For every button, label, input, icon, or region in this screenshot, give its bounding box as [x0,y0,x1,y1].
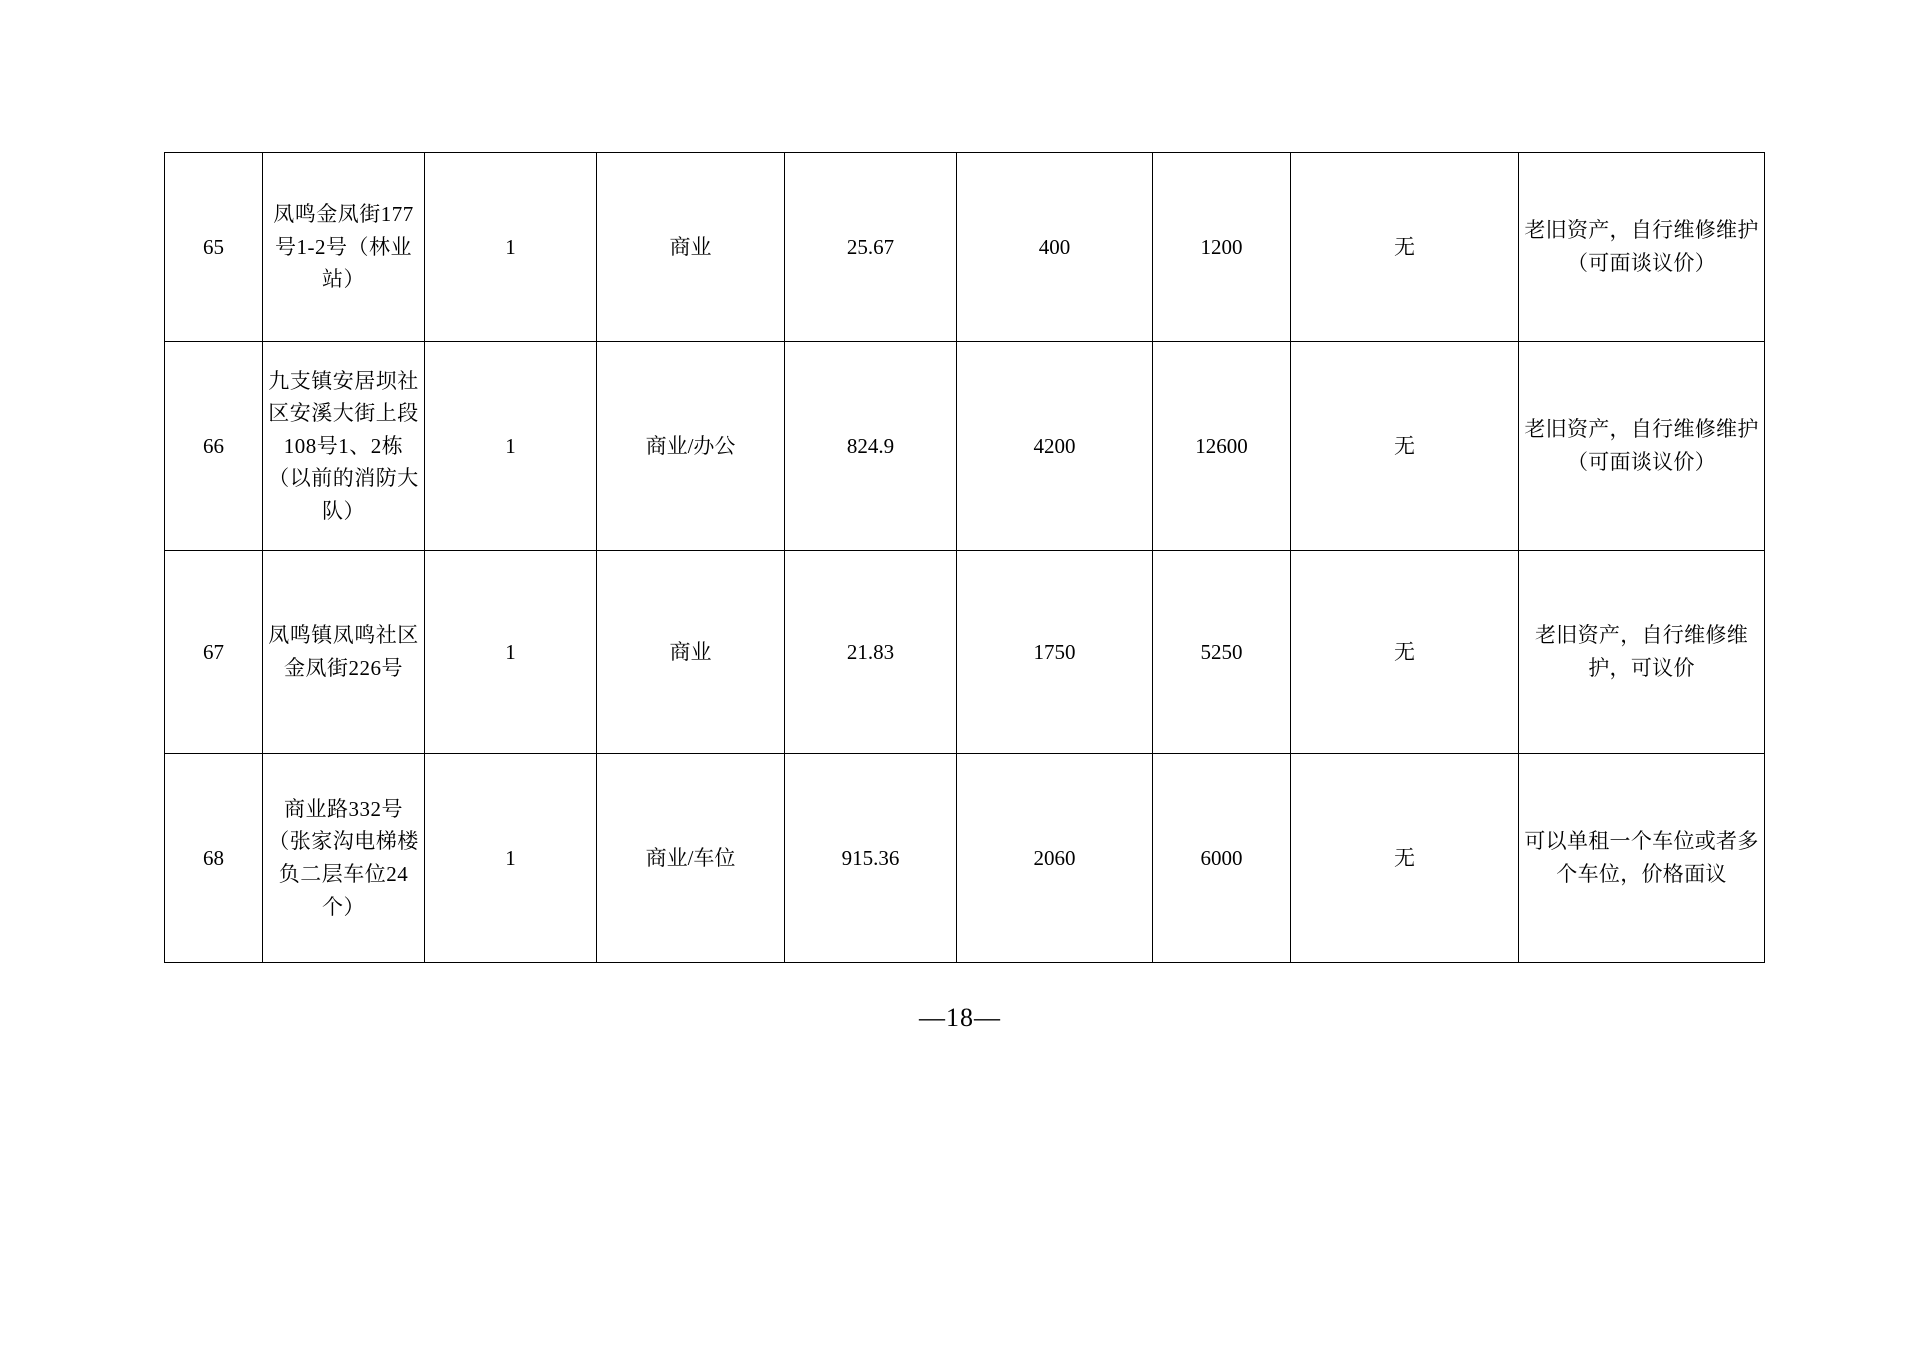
row-area: 824.9 [785,342,957,551]
row-price: 2060 [957,754,1153,963]
row-use: 商业/车位 [597,754,785,963]
row-quantity: 1 [425,754,597,963]
asset-table-container [164,152,1764,963]
row-area: 915.36 [785,754,957,963]
table-row [165,754,1765,963]
table-row [165,153,1765,342]
row-total: 6000 [1153,754,1291,963]
row-use: 商业/办公 [597,342,785,551]
row-number: 67 [165,551,263,754]
row-note: 无 [1291,153,1519,342]
row-note: 无 [1291,754,1519,963]
row-note: 无 [1291,551,1519,754]
row-area: 25.67 [785,153,957,342]
row-note: 无 [1291,342,1519,551]
row-price: 4200 [957,342,1153,551]
row-area: 21.83 [785,551,957,754]
row-address: 凤鸣镇凤鸣社区金凤街226号 [263,551,425,754]
row-use: 商业 [597,153,785,342]
row-number: 66 [165,342,263,551]
row-quantity: 1 [425,551,597,754]
row-total: 1200 [1153,153,1291,342]
row-total: 12600 [1153,342,1291,551]
table-row [165,342,1765,551]
page-number: —18— [919,1003,1001,1032]
table-row [165,551,1765,754]
row-remark: 可以单租一个车位或者多个车位，价格面议 [1519,754,1765,963]
asset-table [164,152,1765,963]
row-total: 5250 [1153,551,1291,754]
row-price: 1750 [957,551,1153,754]
row-price: 400 [957,153,1153,342]
row-remark: 老旧资产，自行维修维护（可面谈议价） [1519,342,1765,551]
row-number: 68 [165,754,263,963]
row-remark: 老旧资产，自行维修维护，可议价 [1519,551,1765,754]
row-address: 凤鸣金凤街177号1-2号（林业站） [263,153,425,342]
row-quantity: 1 [425,342,597,551]
row-number: 65 [165,153,263,342]
row-address: 九支镇安居坝社区安溪大街上段108号1、2栋（以前的消防大队） [263,342,425,551]
row-address: 商业路332号（张家沟电梯楼负二层车位24个） [263,754,425,963]
row-quantity: 1 [425,153,597,342]
row-use: 商业 [597,551,785,754]
row-remark: 老旧资产，自行维修维护（可面谈议价） [1519,153,1765,342]
